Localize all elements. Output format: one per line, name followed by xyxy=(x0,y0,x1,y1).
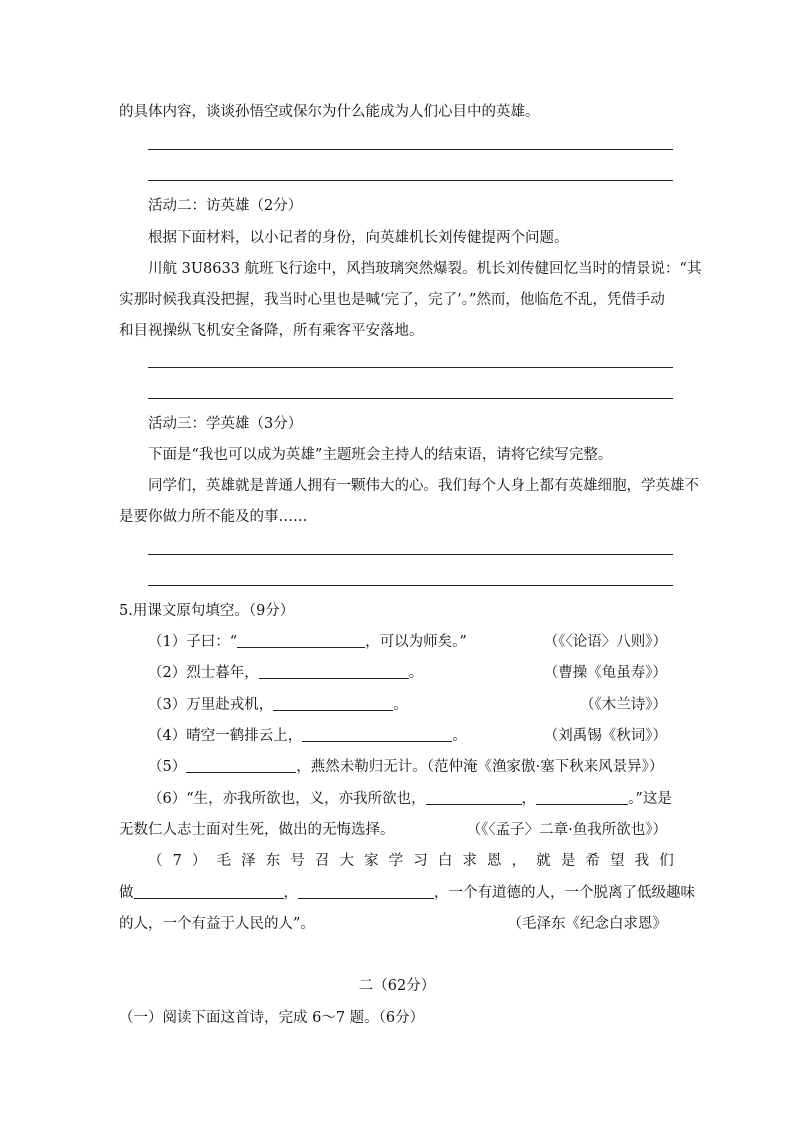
item-text: ， xyxy=(283,885,298,901)
item-text: 。 xyxy=(393,697,408,713)
item-text: 子曰：“ xyxy=(186,634,238,650)
item-text: 。 xyxy=(408,665,424,681)
item-number: （3） xyxy=(148,697,187,713)
char: 7 xyxy=(172,853,182,869)
char: 召 xyxy=(314,853,330,869)
char: ） xyxy=(191,853,207,869)
fill-blank[interactable] xyxy=(298,883,434,899)
char: 号 xyxy=(290,853,305,869)
char: 家 xyxy=(364,853,379,869)
answer-line[interactable] xyxy=(148,149,673,150)
question-4-continuation: 的具体内容，谈谈孙悟空或保尔为什么能成为人们心目中的英雄。 xyxy=(119,104,540,120)
fill-blank[interactable] xyxy=(186,757,296,773)
activity-2-story: 和目视操纵飞机安全备降，所有乘客平安落地。 xyxy=(119,323,424,339)
q5-item-2 xyxy=(148,663,423,683)
fill-blank[interactable] xyxy=(237,632,365,648)
activity-3-instruction: 下面是“我也可以成为英雄”主题班会主持人的结束语，请将它续写完整。 xyxy=(148,447,613,463)
q5-item-7-line1 xyxy=(148,851,674,871)
answer-line[interactable] xyxy=(148,367,673,368)
char: 白 xyxy=(437,853,453,869)
char: ， xyxy=(511,853,527,869)
q5-item-1 xyxy=(148,632,467,652)
char: 求 xyxy=(462,853,477,869)
q5-item-5 xyxy=(148,757,663,777)
answer-line[interactable] xyxy=(148,398,673,399)
answer-line[interactable] xyxy=(148,180,673,181)
source-citation: （《木兰诗》） xyxy=(580,697,667,713)
answer-line[interactable] xyxy=(148,554,673,555)
activity-3-text: 是要你做力所不能及的事…… xyxy=(119,509,308,525)
item-text: 万里赴戎机， xyxy=(186,697,274,713)
char: 是 xyxy=(560,853,576,869)
char: （ xyxy=(148,853,163,869)
item-number: （6） xyxy=(148,791,187,807)
activity-2-story: 川航 3U8633 航班飞行途中，风挡玻璃突然爆裂。机长刘传健回忆当时的情景说：“其 xyxy=(148,261,702,277)
fill-blank[interactable] xyxy=(426,789,522,805)
fill-blank[interactable] xyxy=(302,726,452,742)
q5-item-7-line3: 的人，一个有益于人民的人”。 xyxy=(119,916,315,932)
fill-blank[interactable] xyxy=(536,789,628,805)
char: 毛 xyxy=(216,853,232,869)
source-citation: （《〈孟子〉二章·鱼我所欲也》） xyxy=(466,822,667,838)
source-citation: （《〈论语〉八则》） xyxy=(543,634,667,650)
item-text: ， xyxy=(521,791,537,807)
source-citation: （毛泽东《纪念白求恩》 xyxy=(507,916,667,932)
answer-line[interactable] xyxy=(148,585,673,586)
source-citation: （曹操《龟虽寿》） xyxy=(543,665,667,681)
section-2-title: 二（62分） xyxy=(358,978,436,994)
char: 泽 xyxy=(241,853,256,869)
activity-2-story: 实那时候我真没把握，我当时心里也是喊‘完了，完了’。”然而，他临危不乱，凭借手动 xyxy=(119,292,665,308)
char: 望 xyxy=(610,853,625,869)
activity-2-title: 活动二：访英雄（2分） xyxy=(148,198,303,214)
char: 习 xyxy=(413,853,428,869)
fill-blank[interactable] xyxy=(273,695,393,711)
item-number: （5） xyxy=(148,759,187,775)
item-text: 。”这是 xyxy=(628,791,672,807)
q5-item-3 xyxy=(148,695,408,715)
q5-item-6-line2: 无数仁人志士面对生死，做出的无悔选择。 xyxy=(119,822,395,838)
fill-blank[interactable] xyxy=(134,883,284,899)
char: 希 xyxy=(585,853,600,869)
activity-3-text: 同学们，英雄就是普通人拥有一颗伟大的心。我们每个人身上都有英雄细胞，学英雄不 xyxy=(148,478,699,494)
item-text: “生，亦我所欲也，义，亦我所欲也， xyxy=(186,791,426,807)
char: 学 xyxy=(388,853,404,869)
item-number: （2） xyxy=(148,665,187,681)
fill-blank[interactable] xyxy=(259,663,409,679)
char: 就 xyxy=(536,853,551,869)
char: 大 xyxy=(339,853,354,869)
item-text: 。 xyxy=(452,728,467,744)
section-2-part-1-heading: （一）阅读下面这首诗，完成 6～7 题。（6分） xyxy=(119,1010,425,1026)
question-5-title: 5.用课文原句填空。（9分） xyxy=(119,603,295,619)
activity-2-instruction: 根据下面材料，以小记者的身份，向英雄机长刘传健提两个问题。 xyxy=(148,230,569,246)
item-text: ，一个有道德的人，一个脱离了低级趣味 xyxy=(434,885,695,901)
item-number: （4） xyxy=(148,728,187,744)
item-number: （1） xyxy=(148,634,187,650)
item-text: 晴空一鹤排云上， xyxy=(186,728,303,744)
char: 我 xyxy=(634,853,650,869)
item-text: ，可以为师矣。” xyxy=(365,634,467,650)
char: 们 xyxy=(659,853,674,869)
q5-item-6 xyxy=(148,789,672,809)
item-text: ，燕然未勒归无计。（范仲淹《渔家傲·塞下秋来风景异》） xyxy=(296,759,664,775)
source-citation: （刘禹锡《秋词》） xyxy=(543,728,667,744)
item-text: 烈士暮年， xyxy=(186,665,259,681)
q5-item-7-line2 xyxy=(119,883,695,903)
q5-item-4 xyxy=(148,726,467,746)
activity-3-title: 活动三：学英雄（3分） xyxy=(148,416,303,432)
char: 恩 xyxy=(487,853,502,869)
char: 东 xyxy=(265,853,281,869)
item-text: 做 xyxy=(119,885,134,901)
